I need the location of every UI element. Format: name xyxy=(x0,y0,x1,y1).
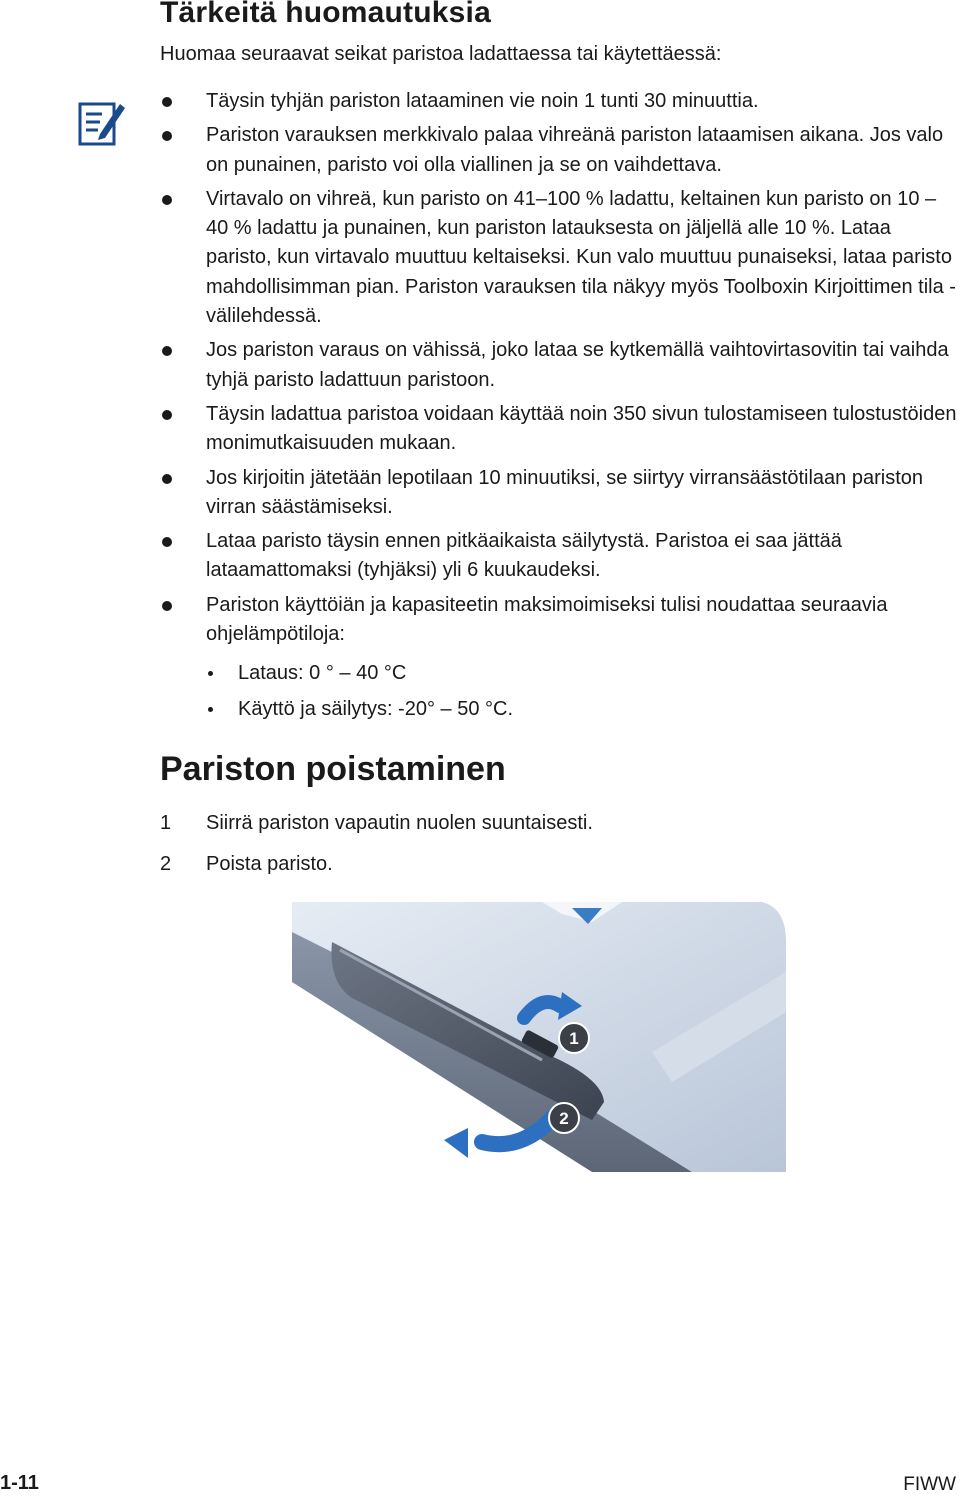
list-item xyxy=(160,185,960,331)
list-item xyxy=(160,527,960,586)
page-number: 1-11 xyxy=(0,1472,39,1494)
callout-2-label: 2 xyxy=(559,1109,569,1128)
temperature-list xyxy=(206,659,960,724)
section-heading: Tärkeitä huomautuksia xyxy=(160,0,491,29)
bullet-text: Virtavalo on vihreä, kun paristo on 41–100 % ladattu, keltainen kun paristo on 10 – 40 % ladattu ja punainen, kun pariston latauksesta on jäljellä alle 10 %. Lataa paristo, kun virtavalo muuttuu keltaiseksi. Kun valo muuttuu punaiseksi, lataa paristo mahdollisimman pian. Pariston varauksen tila näkyy myös Toolboxin Kirjoittimen tila -välilehdessä. xyxy=(206,187,956,328)
bullet-icon xyxy=(162,346,172,356)
document-id: FIWW xyxy=(903,1474,956,1495)
sub-list-item xyxy=(206,695,960,724)
list-item xyxy=(160,591,960,724)
callout-1-label: 1 xyxy=(569,1029,579,1048)
bullet-icon xyxy=(162,474,172,484)
section-title: Pariston poistaminen xyxy=(160,750,506,788)
sub-bullet-icon xyxy=(208,671,213,676)
step-text: Siirrä pariston vapautin nuolen suuntaisesti. xyxy=(206,812,593,834)
bullet-icon xyxy=(162,131,172,141)
bullet-text: Pariston käyttöiän ja kapasiteetin maksimoimiseksi tulisi noudattaa seuraavia ohjelämpötiloja: xyxy=(206,593,888,646)
list-item xyxy=(160,336,960,395)
steps-list xyxy=(160,809,593,891)
bullet-text: Lataa paristo täysin ennen pitkäaikaista säilytystä. Paristoa ei saa jättää lataamattomaksi (tyhjäksi) yli 6 kuukaudeksi. xyxy=(206,530,842,582)
bullet-text: Täysin ladattua paristoa voidaan käyttää noin 350 sivun tulostamiseen tulostustöiden monimutkaisuuden mukaan. xyxy=(206,402,957,455)
note-pencil-icon xyxy=(78,98,126,148)
list-item xyxy=(160,87,960,116)
bullet-text: Pariston varauksen merkkivalo palaa vihreänä pariston lataamisen aikana. Jos valo on punainen, paristo voi olla viallinen ja se on vaihdettava. xyxy=(206,124,944,176)
list-item xyxy=(160,400,960,459)
list-item xyxy=(160,121,960,180)
sub-bullet-text: Lataus: 0 ° – 40 °C xyxy=(238,662,407,685)
bullet-icon xyxy=(162,537,172,547)
bullet-icon xyxy=(162,195,172,205)
battery-removal-illustration xyxy=(292,902,786,1172)
sub-bullet-text: Käyttö ja säilytys: -20° – 50 °C. xyxy=(238,697,513,720)
list-item xyxy=(160,464,960,523)
sub-list-item xyxy=(206,659,960,688)
step-number: 2 xyxy=(160,853,172,875)
bullet-icon xyxy=(162,410,172,420)
notes-list xyxy=(160,87,960,730)
bullet-text: Täysin tyhjän pariston lataaminen vie noin 1 tunti 30 minuuttia. xyxy=(206,90,759,112)
step-text: Poista paristo. xyxy=(206,853,333,875)
step-item xyxy=(160,850,593,879)
intro-text: Huomaa seuraavat seikat paristoa ladattaessa tai käytettäessä: xyxy=(160,43,722,65)
step-number: 1 xyxy=(160,812,172,834)
bullet-text: Jos kirjoitin jätetään lepotilaan 10 minuutiksi, se siirtyy virransäästötilaan pariston virran säästämiseksi. xyxy=(206,466,924,518)
step-item xyxy=(160,809,593,838)
bullet-icon xyxy=(162,97,172,107)
bullet-icon xyxy=(162,601,172,611)
bullet-text: Jos pariston varaus on vähissä, joko lataa se kytkemällä vaihtovirtasovitin tai vaihda tyhjä paristo ladattuun paristoon. xyxy=(206,339,949,391)
sub-bullet-icon xyxy=(208,707,213,712)
